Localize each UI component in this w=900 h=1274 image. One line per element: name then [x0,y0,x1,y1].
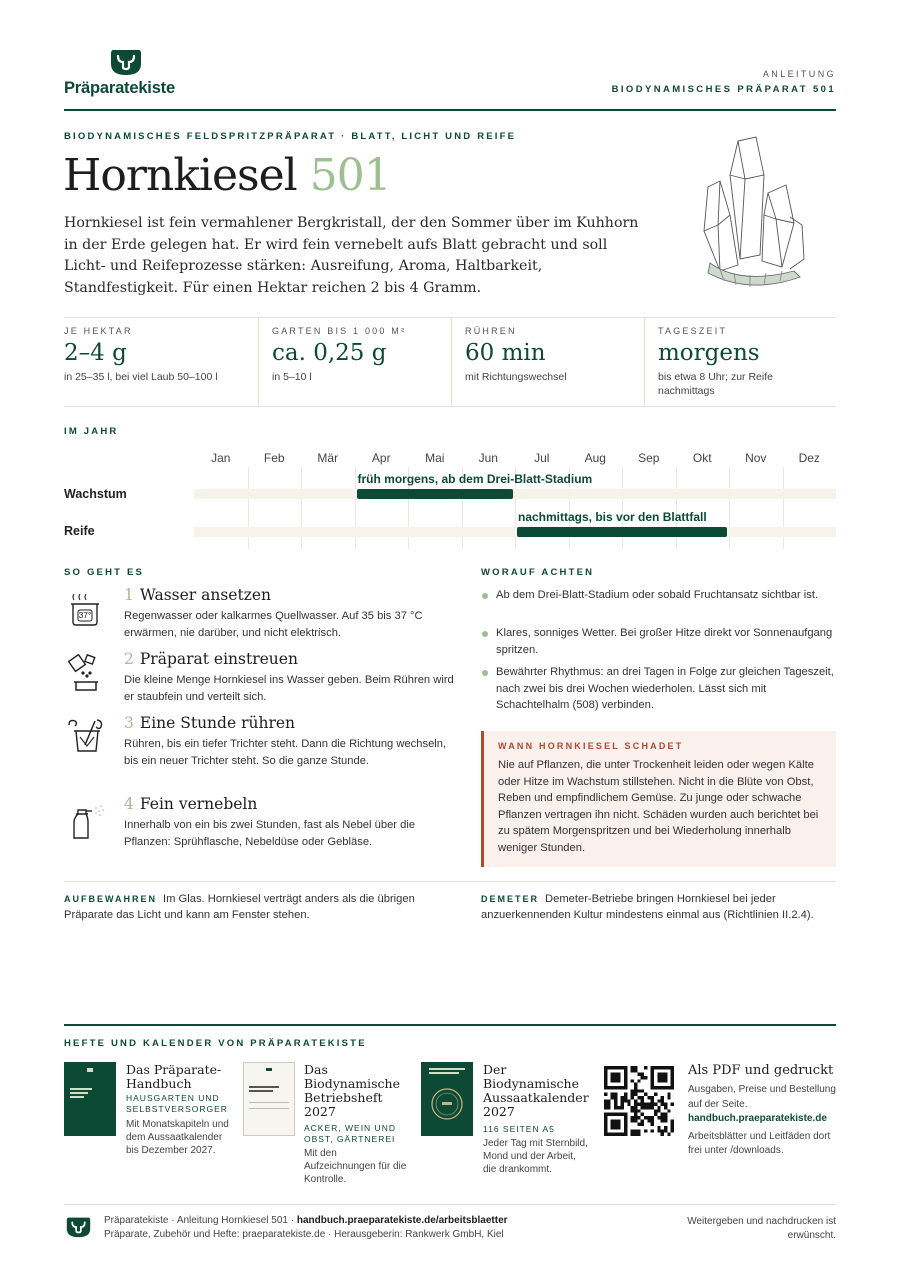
book-cover-aussaatkalender[interactable] [421,1062,473,1136]
timeline-track [194,489,836,499]
step-title-text: Präparat einstreuen [139,650,298,668]
stat-value: 2–4 g [64,340,127,366]
book-cover-handbook[interactable] [64,1062,116,1136]
stat-value: 60 min [465,340,546,366]
pdf-title: Als PDF und gedruckt [688,1063,834,1078]
stat-separator [451,318,452,406]
intro-paragraph: Hornkiesel ist fein vermahlener Bergkristall, der den Sommer über im Kuhhorn in der Erde gelegen hat. Er wird fein vernebelt aufs Blatt gebracht und soll Licht- und Reifeprozesse stärken: Ausreifung, Aroma, Haltbarkeit, Standfestigkeit. Für einen Hektar reichen 2 bis 4 Gramm. [64,215,639,296]
books-heading: HEFTE UND KALENDER VON PRÄPARATEKISTE [64,1038,367,1049]
footer-link[interactable]: handbuch.praeparatekiste.de/arbeitsblaetter [296,1215,508,1226]
step-1-text: Regenwasser oder kalkarmes Quellwasser. Auf 35 bis 37 °C erwärmen, nie darüber, und nicht elektrisch. [124,610,423,639]
month-label: Aug [584,451,606,465]
step-2-title [124,650,298,668]
demeter-label: DEMETER [481,894,540,904]
timeline-bar-label: früh morgens, ab dem Drei-Blatt-Stadium [357,472,593,486]
brand-logo-icon [110,48,142,76]
row-label-ripening: Reife [64,524,95,538]
footer-line-1-prefix: Präparatekiste · Anleitung Hornkiesel 501 · [104,1215,297,1226]
pot-thermometer-icon [66,590,106,630]
month-label: Sep [638,451,660,465]
stat-label: RÜHREN [465,326,517,336]
step-title-text: Fein vernebeln [139,795,258,813]
step-title-text: Eine Stunde rühren [139,714,296,732]
steps-heading: SO GEHT ES [64,567,145,578]
stat-note: in 25–35 l, bei viel Laub 50–100 l [64,371,218,383]
watch-heading: WORAUF ACHTEN [481,567,595,578]
page-title [63,150,391,201]
doc-kicker: BIODYNAMISCHES FELDSPRITZPRÄPARAT · BLATT, LICHT UND REIFE [64,131,517,142]
month-label: Nov [745,451,767,465]
step-4-title [124,795,257,813]
title-number: 501 [309,150,391,201]
book-description: Mit Monatskapiteln und dem Aussaatkalender bis Dezember 2027. [126,1119,229,1156]
footer-line-1 [104,1215,508,1226]
month-label: Jun [478,451,498,465]
book-subtitle: 116 SEITEN A5 [483,1124,555,1134]
month-label: Apr [371,451,391,465]
timeline-bar-label: nachmittags, bis vor den Blattfall [518,510,707,524]
stat-value: morgens [658,340,760,366]
step-2-text: Die kleine Menge Hornkiesel ins Wasser geben. Beim Rühren wird er staubfein und verteilt sich. [124,674,454,703]
book-cover-betriebsheft[interactable] [243,1062,295,1136]
month-label: Jul [534,451,550,465]
timeline-bar [357,489,514,499]
stir-vortex-icon [66,717,106,757]
month-label: Dez [798,451,820,465]
stat-label: GARTEN BIS 1 000 M² [272,326,407,336]
footer-line-2: Präparate, Zubehör und Hefte: praeparatekiste.de · Herausgeberin: Rankwerk GmbH, Kiel [104,1229,504,1240]
watch-item: Ab dem Drei-Blatt-Stadium oder sobald Fruchtansatz sichtbar ist. [481,587,836,604]
step-title-text: Wasser ansetzen [139,586,272,604]
pdf-text: Ausgaben, Preise und Bestellung auf der Seite. [688,1084,836,1110]
step-4-text: Innerhalb von ein bis zwei Stunden, fast als Nebel über die Pflanzen: Sprühflasche, Nebeldüse oder Gebläse. [124,819,416,848]
book-subtitle: ACKER, WEIN UND OBST, GÄRTNEREI [304,1123,396,1144]
footer-reprint-note: Weitergeben und nachdrucken ist erwünscht. [687,1216,836,1241]
stat-note: mit Richtungswechsel [465,371,567,383]
step-icon-text: 37° [78,610,92,620]
month-label: Okt [692,451,712,465]
footer-divider [64,1204,836,1205]
month-label: Feb [263,451,285,465]
book-title[interactable]: Das Präparate-Handbuch [126,1062,222,1091]
book-title[interactable]: Der Biodynamische Aussaatkalender 2027 [483,1062,589,1119]
stat-label: TAGESZEIT [658,326,728,336]
stat-stirring [465,318,635,406]
pdf-link[interactable]: handbuch.praeparatekiste.de [688,1113,827,1124]
stat-note: bis etwa 8 Uhr; zur Reife nachmittags [658,371,773,397]
books-divider [64,1024,836,1026]
timeline-bar [517,527,727,537]
watch-item: Klares, sonniges Wetter. Bei großer Hitze direkt vor Sonnenaufgang spritzen. [481,625,836,658]
footer-logo-icon [66,1216,91,1238]
qr-code-icon[interactable] [604,1066,674,1136]
book-subtitle: HAUSGARTEN UND SELBSTVERSORGER [126,1093,228,1114]
stat-label: JE HEKTAR [64,326,133,336]
step-number: 2 [124,650,134,668]
step-3-title [124,714,295,732]
stats-bottom-divider [64,406,836,407]
demeter-note [481,891,836,923]
stat-separator [644,318,645,406]
step-number: 3 [124,714,134,732]
year-heading: IM JAHR [64,426,119,437]
sprinkle-bowl-icon [66,654,106,694]
spray-bottle-icon [66,800,106,840]
book-description: Mit den Aufzeichnungen für die Kontrolle. [304,1148,407,1185]
stat-separator [258,318,259,406]
timeline-track [194,527,836,537]
watch-item: Bewährter Rhythmus: an drei Tagen in Folge zur gleichen Tageszeit, nach zwei bis drei Wochen wiederholen. Lässt sich mit Schachtelhalm (508) verbinden. [481,664,836,714]
stat-note: in 5–10 l [272,371,312,383]
warning-text: Nie auf Pflanzen, die unter Trockenheit leiden oder wegen Kälte oder Hitze im Wachstum stillstehen. Nicht in die Blüte von Obst, Reben und empfindlichem Gemüse. Zu junge oder schwache Pflanzen vertragen ihn nicht. Schäden wurden auch berichtet bei zu spätem Morgenspritzen und bei Wiederholung innerhalb weniger Stunden. [498,759,819,854]
storage-label: AUFBEWAHREN [64,894,157,904]
warning-box [481,731,836,867]
month-label: Mai [425,451,445,465]
month-label: Jan [211,451,231,465]
stat-value: ca. 0,25 g [272,340,387,366]
row-label-growth: Wachstum [64,487,127,501]
notes-divider [64,881,836,882]
book-description: Jeder Tag mit Sternbild, Mond und der Arbeit, die drankommt. [483,1138,588,1175]
demeter-text: Demeter-Betriebe bringen Hornkiesel bei jeder anzuerkennenden Kultur mindestens einmal aus (Richtlinien II.2.4). [481,893,814,921]
month-label: Mär [317,451,339,465]
header-kicker: ANLEITUNG [762,69,836,79]
storage-note [64,891,434,923]
stat-time-of-day [658,318,828,406]
storage-text: Im Glas. Hornkiesel verträgt anders als die übrigen Präparate das Licht und kann am Fenster stehen. [64,893,415,921]
header-subtitle: BIODYNAMISCHES PRÄPARAT 501 [611,84,836,95]
step-number: 4 [124,795,134,813]
step-3-text: Rühren, bis ein tiefer Trichter steht. Dann die Richtung wechseln, bis ein neuer Trichter steht. So die ganze Stunde. [124,738,447,767]
pdf-text-downloads: Arbeitsblätter und Leitfäden dort frei unter /downloads. [688,1131,831,1156]
title-word: Hornkiesel [63,150,297,201]
header-divider [64,109,836,111]
step-1-title [124,586,271,604]
stat-garden [272,318,442,406]
stat-per-hectare [64,318,254,406]
step-number: 1 [124,586,134,604]
brand-name: Präparatekiste [64,79,175,97]
crystal-illustration-icon [690,135,810,295]
book-title[interactable]: Das Biodynamische Betriebsheft 2027 [304,1062,400,1119]
warning-heading: WANN HORNKIESEL SCHADET [498,741,684,751]
